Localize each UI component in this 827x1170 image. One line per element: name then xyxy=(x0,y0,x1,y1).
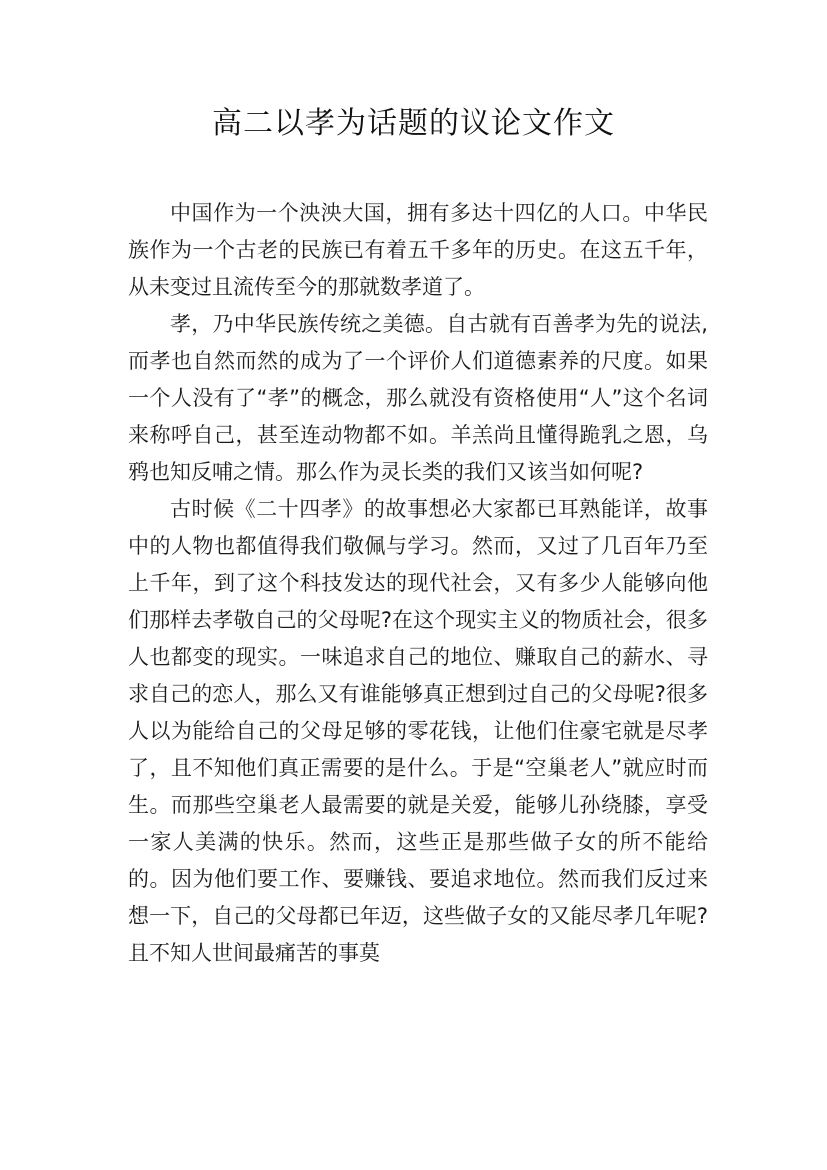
paragraph-2: 孝，乃中华民族传统之美德。自古就有百善孝为先的说法,而孝也自然而然的成为了一个评价人们道德素养的尺度。如果一个人没有了“孝”的概念，那么就没有资格使用“人”这个名词来称呼自己，甚至连动物都不如。羊羔尚且懂得跪乳之恩，乌鸦也知反哺之情。那么作为灵长类的我们又该当如何呢? xyxy=(128,312,708,484)
paragraph-3: 古时候《二十四孝》的故事想必大家都已耳熟能详，故事中的人物也都值得我们敬佩与学习。然而，又过了几百年乃至上千年，到了这个科技发达的现代社会，又有多少人能够向他们那样去孝敬自己的父母呢?在这个现实主义的物质社会，很多人也都变的现实。一味追求自己的地位、赚取自己的薪水、寻求自己的恋人，那么又有谁能够真正想到过自己的父母呢?很多人以为能给自己的父母足够的零花钱，让他们住豪宅就是尽孝了，且不知他们真正需要的是什么。于是“空巢老人”就应时而生。而那些空巢老人最需要的就是关爱，能够儿孙绕膝，享受一家人美满的快乐。然而，这些正是那些做子女的所不能给的。因为他们要工作、要赚钱、要追求地位。然而我们反过来想一下，自己的父母都已年迈，这些做子女的又能尽孝几年呢?且不知人世间最痛苦的事莫 xyxy=(128,497,708,965)
document-body xyxy=(128,195,708,972)
paragraph-1: 中国作为一个泱泱大国，拥有多达十四亿的人口。中华民族作为一个古老的民族已有着五千多年的历史。在这五千年，从未变过且流传至今的那就数孝道了。 xyxy=(128,201,708,299)
document-title: 高二以孝为话题的议论文作文 xyxy=(212,106,615,141)
